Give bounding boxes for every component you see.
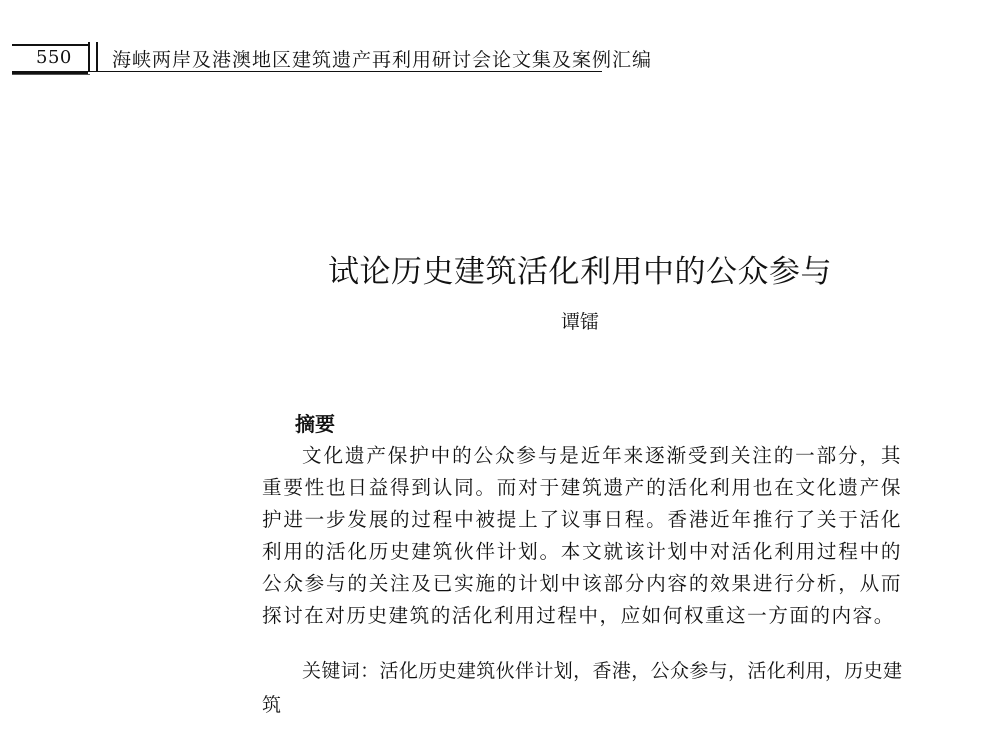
- running-head: 海峡两岸及港澳地区建筑遗产再利用研讨会论文集及案例汇编: [112, 49, 653, 71]
- article-author: 谭镭: [560, 311, 599, 333]
- article-title: 试论历史建筑活化利用中的公众参与: [328, 254, 832, 290]
- abstract-heading: 摘要: [295, 412, 335, 436]
- abstract-text: 文化遗产保护中的公众参与是近年来逐渐受到关注的一部分，其重要性也日益得到认同。而对于建筑遗产的活化利用也在文化遗产保护进一步发展的过程中被提上了议事日程。香港近年推行了关于活化利用的活化历史建筑伙伴计划。本文就该计划中对活化利用过程中的公众参与的关注及已实施的计划中该部分内容的效果进行分析，从而探讨在对历史建筑的活化利用过程中，应如何权重这一方面的内容。: [262, 444, 902, 627]
- keywords-text: 活化历史建筑伙伴计划，香港，公众参与，活化利用，历史建筑: [262, 660, 902, 716]
- keywords-label: 关键词：: [302, 660, 380, 682]
- keywords: [262, 654, 902, 722]
- header-rule-short: [12, 74, 90, 75]
- header-divider-bar: [88, 42, 98, 72]
- header-rule: [12, 71, 602, 72]
- page-number: 550: [36, 47, 72, 68]
